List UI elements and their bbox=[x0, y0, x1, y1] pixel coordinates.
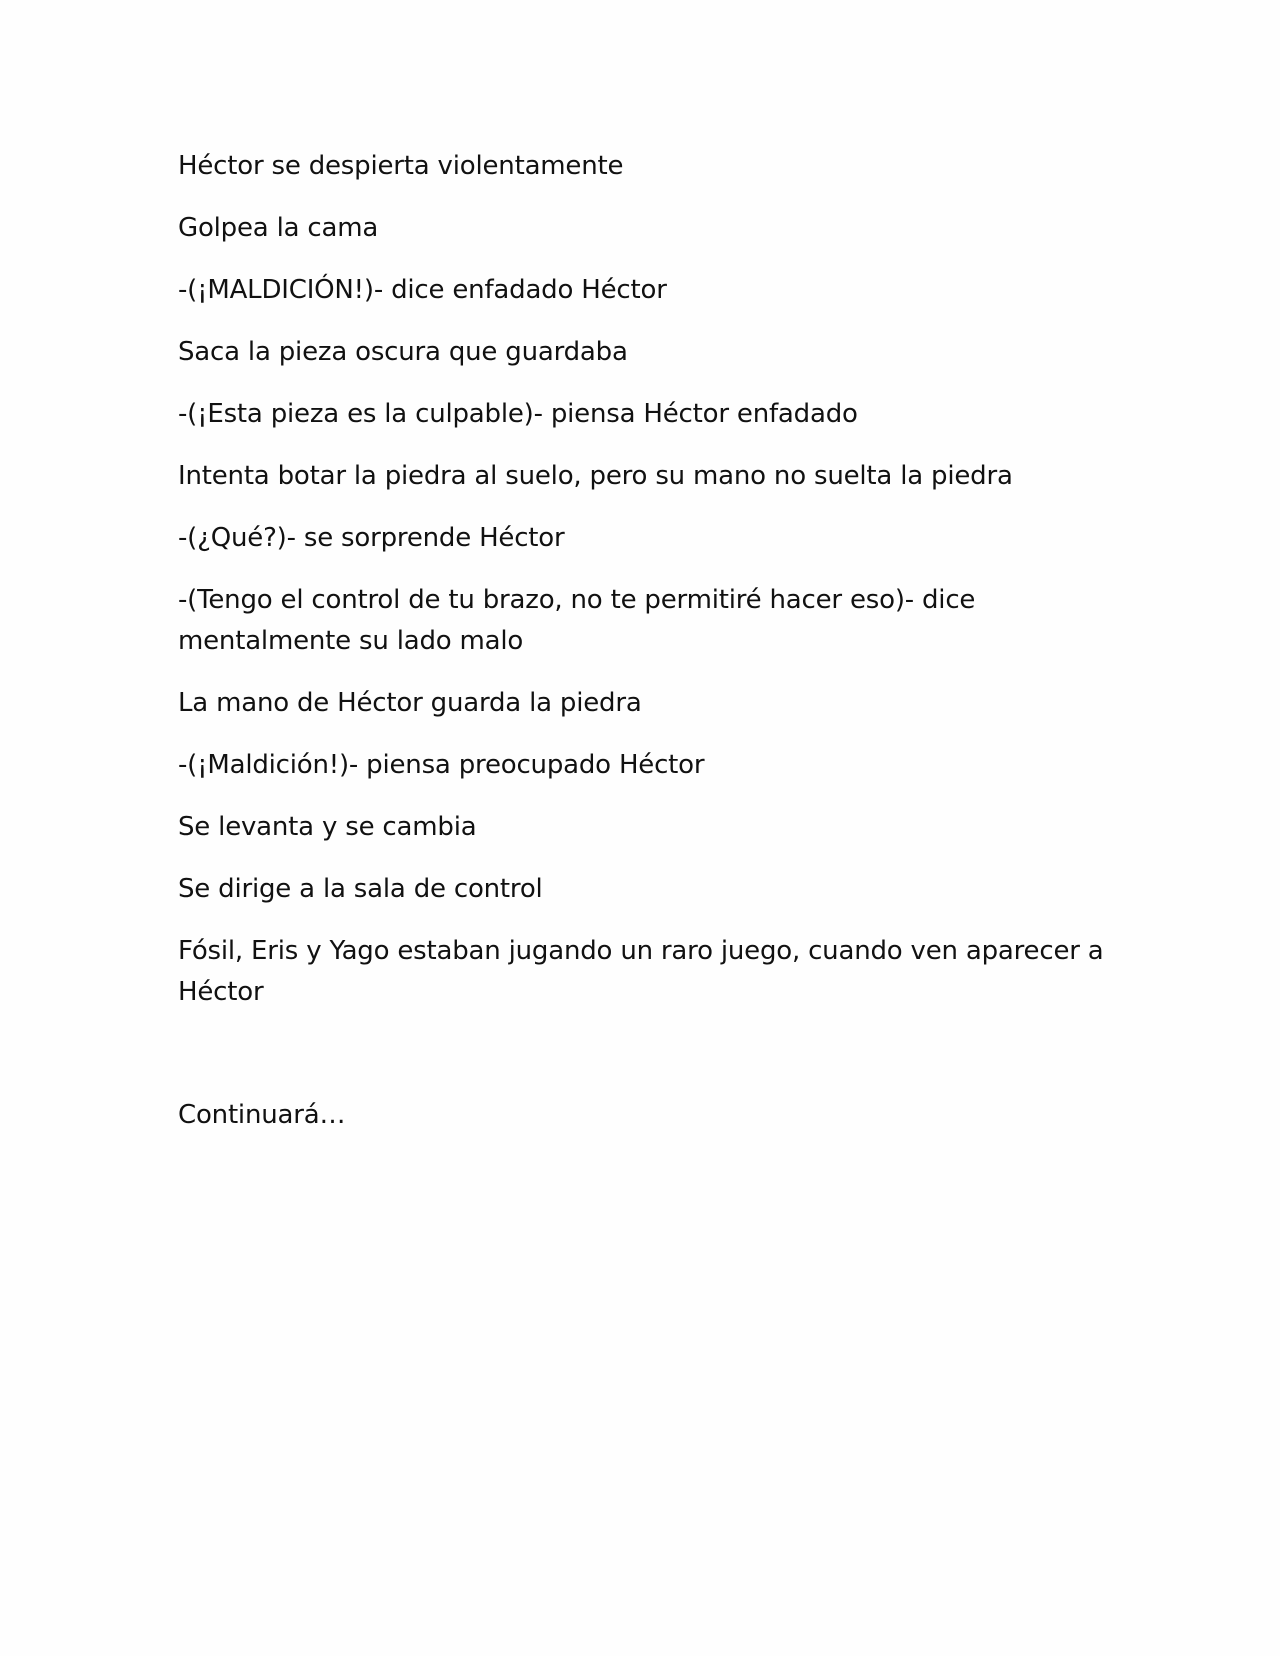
paragraph: Fósil, Eris y Yago estaban jugando un raro juego, cuando ven aparecer a Héctor bbox=[178, 936, 1104, 1007]
paragraph: -(¡Esta pieza es la culpable)- piensa Héctor enfadado bbox=[178, 399, 858, 429]
closing-line: Continuará… bbox=[178, 1100, 346, 1130]
paragraph: Héctor se despierta violentamente bbox=[178, 151, 624, 181]
paragraph: La mano de Héctor guarda la piedra bbox=[178, 688, 642, 718]
paragraph: Saca la pieza oscura que guardaba bbox=[178, 337, 628, 367]
paragraph: Intenta botar la piedra al suelo, pero su mano no suelta la piedra bbox=[178, 461, 1013, 491]
paragraph: -(Tengo el control de tu brazo, no te permitiré hacer eso)- dice mentalmente su lado malo bbox=[178, 585, 976, 656]
paragraph: Se dirige a la sala de control bbox=[178, 874, 543, 904]
paragraph: Golpea la cama bbox=[178, 213, 379, 243]
paragraph: -(¿Qué?)- se sorprende Héctor bbox=[178, 523, 565, 553]
paragraph: -(¡Maldición!)- piensa preocupado Héctor bbox=[178, 750, 705, 780]
blank-line bbox=[178, 1034, 1118, 1095]
document-body bbox=[178, 146, 1118, 1157]
paragraph: Se levanta y se cambia bbox=[178, 812, 477, 842]
paragraph: -(¡MALDICIÓN!)- dice enfadado Héctor bbox=[178, 275, 667, 305]
